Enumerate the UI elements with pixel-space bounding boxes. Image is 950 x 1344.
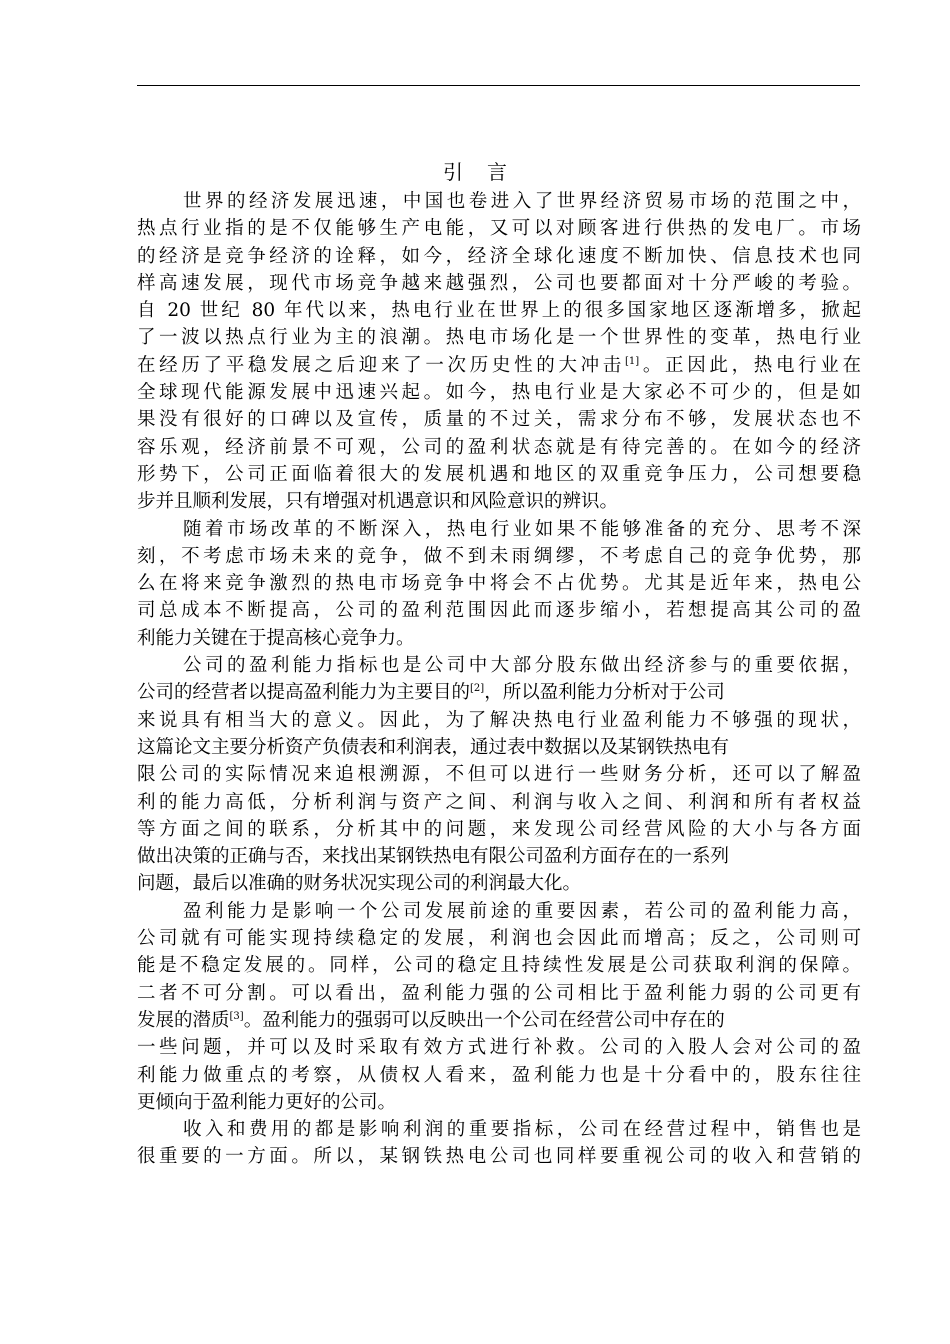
- text-segment: 公司的经营者以提高盈利能力为主要目的: [137, 682, 471, 704]
- text-line: 全球现代能源发展中迅速兴起。如今，热电行业是大家必不可少的，但是如: [137, 382, 861, 404]
- text-line: 容乐观，经济前景不可观，公司的盈利状态就是有待完善的。在如今的经济: [137, 436, 861, 458]
- text-line: 二者不可分割。可以看出，盈利能力强的公司相比于盈利能力弱的公司更有: [137, 982, 861, 1004]
- text-line: [137, 1007, 861, 1034]
- text-line: 利能力关键在于提高核心竞争力。: [137, 627, 415, 649]
- text-line: 的经济是竞争经济的诠释，如今，经济全球化速度不断加快、信息技术也同: [137, 245, 861, 267]
- paragraph-4: [137, 898, 861, 1116]
- text-line: 这篇论文主要分析资产负债表和利润表，通过表中数据以及某钢铁热电有: [137, 736, 730, 758]
- text-segment: 。盈利能力的强弱可以反映出一个公司在经营公司中存在的: [243, 1009, 725, 1031]
- text-segment: 在经历了平稳发展之后迎来了一次历史性的大冲击: [137, 354, 625, 376]
- paragraph-1: [137, 188, 861, 516]
- text-line: [137, 352, 861, 379]
- citation-2: [2]: [470, 683, 485, 695]
- citation-1: [1]: [625, 355, 640, 367]
- text-line: 收入和费用的都是影响利润的重要指标，公司在经营过程中，销售也是: [183, 1119, 861, 1141]
- text-line: 限公司的实际情况来追根溯源，不但可以进行一些财务分析，还可以了解盈: [137, 764, 861, 786]
- text-line: 果没有很好的口碑以及宣传，质量的不过关，需求分布不够，发展状态也不: [137, 409, 861, 431]
- section-title: 引言: [443, 160, 531, 184]
- text-line: 形势下，公司正面临着很大的发展机遇和地区的双重竞争压力，公司想要稳: [137, 463, 861, 485]
- text-line: 随着市场改革的不断深入，热电行业如果不能够准备的充分、思考不深: [183, 518, 861, 540]
- text-line: 自 20 世纪 80 年代以来，热电行业在世界上的很多国家地区逐渐增多，掀起: [137, 300, 861, 322]
- paragraph-2: [137, 516, 861, 652]
- text-line: 公司就有可能实现持续稳定的发展，利润也会因此而增高；反之，公司则可: [137, 928, 861, 950]
- text-line: 刻，不考虑市场未来的竞争，做不到未雨绸缪，不考虑自己的竞争优势，那: [137, 545, 861, 567]
- text-line: [137, 679, 861, 706]
- text-line: 么在将来竞争激烈的热电市场竞争中将会不占优势。尤其是近年来，热电公: [137, 573, 861, 595]
- text-line: 公司的盈利能力指标也是公司中大部分股东做出经济参与的重要依据，: [183, 655, 861, 677]
- text-line: 很重要的一方面。所以，某钢铁热电公司也同样要重视公司的收入和营销的: [137, 1146, 861, 1168]
- citation-3: [3]: [229, 1010, 244, 1022]
- text-line: 来说具有相当大的意义。因此，为了解决热电行业盈利能力不够强的现状，: [137, 709, 861, 731]
- text-segment: 发展的潜质: [137, 1009, 230, 1031]
- text-line: 问题，最后以准确的财务状况实现公司的利润最大化。: [137, 873, 582, 895]
- text-segment: 。正因此，热电行业在: [639, 354, 861, 376]
- text-line: 了一波以热点行业为主的浪潮。热电市场化是一个世界性的变革，热电行业: [137, 327, 861, 349]
- text-line: 盈利能力是影响一个公司发展前途的重要因素，若公司的盈利能力高，: [183, 900, 861, 922]
- text-line: 步并且顺利发展，只有增强对机遇意识和风险意识的辨识。: [137, 491, 619, 513]
- text-line: 司总成本不断提高，公司的盈利范围因此而逐步缩小，若想提高其公司的盈: [137, 600, 861, 622]
- text-line: 等方面之间的联系，分析其中的问题，来发现公司经营风险的大小与各方面: [137, 818, 861, 840]
- text-line: 热点行业指的是不仅能够生产电能，又可以对顾客进行供热的发电厂。市场: [137, 218, 861, 240]
- text-line: 样高速发展，现代市场竞争越来越强烈，公司也要都面对十分严峻的考验。: [137, 272, 861, 294]
- text-line: 一些问题，并可以及时采取有效方式进行补救。公司的入股人会对公司的盈: [137, 1037, 861, 1059]
- text-line: 世界的经济发展迅速，中国也卷进入了世界经济贸易市场的范围之中，: [183, 191, 861, 212]
- text-line: 更倾向于盈利能力更好的公司。: [137, 1091, 397, 1113]
- header-rule: [137, 85, 860, 86]
- text-line: 做出决策的正确与否，来找出某钢铁热电有限公司盈利方面存在的一系列: [137, 846, 730, 868]
- text-line: 利的能力高低，分析利润与资产之间、利润与收入之间、利润和所有者权益: [137, 791, 861, 813]
- body-text: [137, 188, 861, 1171]
- paragraph-3: [137, 652, 861, 898]
- text-line: 利能力做重点的考察，从债权人看来，盈利能力也是十分看中的，股东往往: [137, 1064, 861, 1086]
- text-segment: ，所以盈利能力分析对于公司: [484, 682, 725, 704]
- paragraph-5: [137, 1116, 861, 1171]
- text-line: 能是不稳定发展的。同样，公司的稳定且持续性发展是公司获取利润的保障。: [137, 955, 861, 977]
